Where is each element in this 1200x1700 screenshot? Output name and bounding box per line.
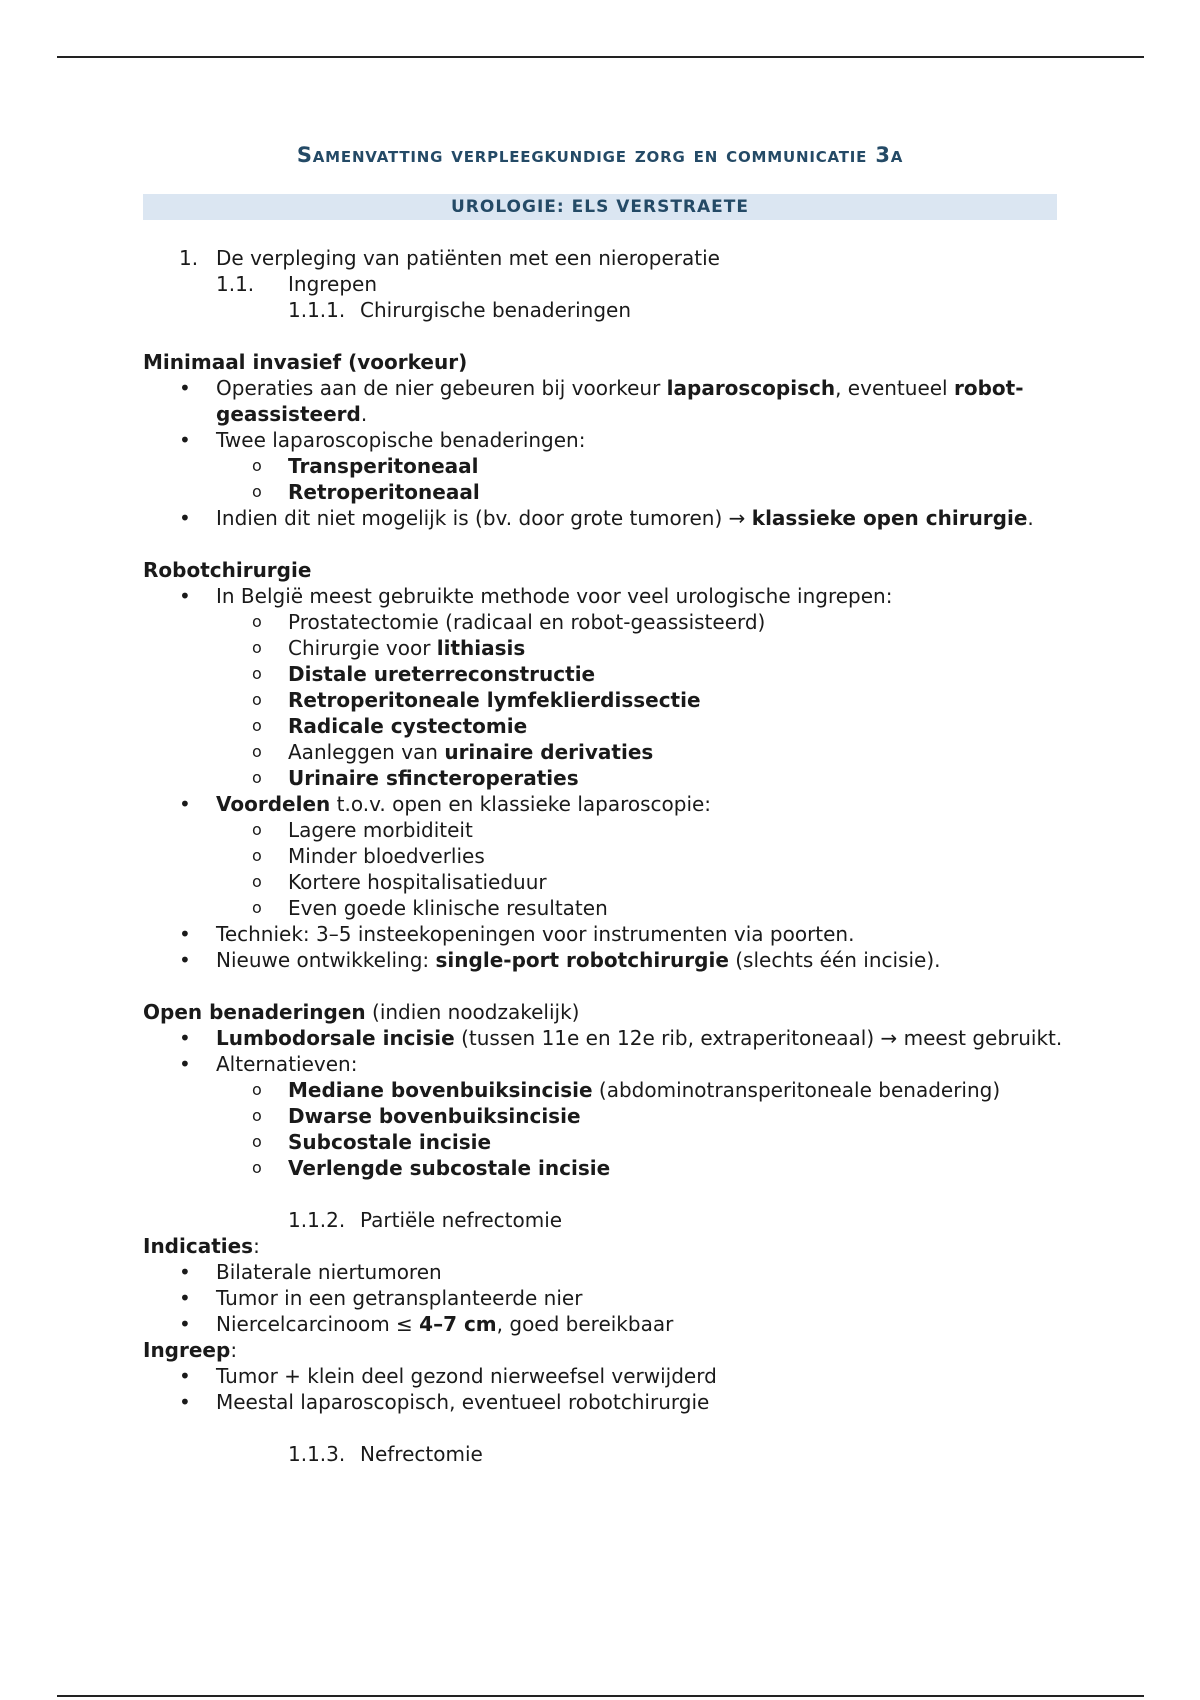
sub-list-item xyxy=(216,1129,1063,1155)
robotchirurgie-title: Robotchirurgie xyxy=(143,558,312,582)
ingreep-list xyxy=(143,1363,1063,1415)
bold-text: klassieke open chirurgie xyxy=(751,506,1028,530)
bold-text: Indicaties xyxy=(143,1234,254,1258)
section-banner: UROLOGIE: ELS VERSTRAETE xyxy=(143,194,1057,220)
open-list xyxy=(143,1025,1063,1181)
sub-list-item xyxy=(216,817,1063,843)
bold-text: Mediane bovenbuiksincisie xyxy=(288,1078,593,1102)
list-item xyxy=(143,1025,1063,1051)
heading-2-text: Ingrepen xyxy=(288,272,378,296)
heading-3-number: 1.1.1. xyxy=(288,298,346,322)
text: t.o.v. open en klassieke laparoscopie: xyxy=(330,792,712,816)
sub-list xyxy=(216,609,1063,791)
list-item xyxy=(143,1363,1063,1389)
sub-list-item xyxy=(216,609,1063,635)
document-body xyxy=(143,245,1063,1467)
heading-3-chirurgische xyxy=(143,297,1063,323)
text: : xyxy=(253,1234,260,1258)
list-item xyxy=(143,375,1063,427)
text: (tussen 11e en 12e rib, extraperitoneaal) → meest gebruikt. xyxy=(454,1026,1063,1050)
bold-text: urinaire derivaties xyxy=(444,740,654,764)
header-rule xyxy=(57,56,1144,58)
bold-text: robot-geassisteerd xyxy=(216,376,1024,426)
sub-list-item xyxy=(216,843,1063,869)
bold-text: single-port robotchirurgie xyxy=(435,948,729,972)
text: . xyxy=(1027,506,1034,530)
text: Meestal laparoscopisch, eventueel robotchirurgie xyxy=(216,1390,710,1414)
sub-list-item xyxy=(216,687,1063,713)
text: Aanleggen van xyxy=(288,740,445,764)
bold-text: Distale ureterreconstructie xyxy=(288,662,596,686)
ingreep-title xyxy=(143,1337,1063,1363)
sub-list-item xyxy=(216,453,1063,479)
heading-3-text: Partiële nefrectomie xyxy=(360,1208,563,1232)
text: (indien noodzakelijk) xyxy=(365,1000,580,1024)
heading-3-text: Nefrectomie xyxy=(360,1442,483,1466)
text: Indien dit niet mogelijk is (bv. door grote tumoren) → xyxy=(216,506,752,530)
open-benaderingen-title xyxy=(143,999,1063,1025)
heading-3-nefrectomie xyxy=(143,1441,1063,1467)
text: In België meest gebruikte methode voor veel urologische ingrepen: xyxy=(216,584,893,608)
indicaties-list xyxy=(143,1259,1063,1337)
text: Minder bloedverlies xyxy=(288,844,485,868)
text: Alternatieven: xyxy=(216,1052,358,1076)
sub-list-item xyxy=(216,739,1063,765)
text: Techniek: 3–5 insteekopeningen voor instrumenten via poorten. xyxy=(216,922,855,946)
list-item xyxy=(143,947,1063,973)
text: Operaties aan de nier gebeuren bij voorkeur xyxy=(216,376,667,400)
text: Tumor in een getransplanteerde nier xyxy=(216,1286,583,1310)
list-item xyxy=(143,1051,1063,1181)
bold-text: Voordelen xyxy=(216,792,331,816)
heading-1 xyxy=(143,245,1063,271)
text: , eventueel xyxy=(835,376,954,400)
heading-1-number: 1. xyxy=(179,246,199,270)
footer-rule xyxy=(57,1695,1144,1697)
list-item xyxy=(143,427,1063,505)
bold-text: Lumbodorsale incisie xyxy=(216,1026,455,1050)
sub-list-item xyxy=(216,895,1063,921)
text: : xyxy=(230,1338,238,1362)
robot-list xyxy=(143,583,1063,973)
sub-list xyxy=(216,1077,1063,1181)
bold-text: Transperitoneaal xyxy=(288,454,479,478)
bold-text: 4–7 cm xyxy=(419,1312,497,1336)
sub-list-item xyxy=(216,1155,1063,1181)
bold-text: Dwarse bovenbuiksincisie xyxy=(288,1104,581,1128)
bold-text: lithiasis xyxy=(436,636,526,660)
heading-2 xyxy=(143,271,1063,297)
text: (slechts één incisie). xyxy=(728,948,941,972)
list-item xyxy=(143,505,1063,531)
sub-list xyxy=(216,453,1063,505)
heading-3-text: Chirurgische benaderingen xyxy=(360,298,632,322)
sub-list xyxy=(216,817,1063,921)
bold-text: laparoscopisch xyxy=(666,376,836,400)
list-item xyxy=(143,921,1063,947)
heading-1-text: De verpleging van patiënten met een nieroperatie xyxy=(216,246,720,270)
bold-text: Retroperitoneaal xyxy=(288,480,480,504)
heading-3-partiele xyxy=(143,1207,1063,1233)
list-item xyxy=(143,583,1063,791)
minimaal-invasief-title: Minimaal invasief (voorkeur) xyxy=(143,350,468,374)
document-title: Samenvatting verpleegkundige zorg en communicatie 3a xyxy=(296,143,904,167)
list-item xyxy=(143,791,1063,921)
list-item xyxy=(143,1311,1063,1337)
sub-list-item xyxy=(216,661,1063,687)
text: Niercelcarcinoom ≤ xyxy=(216,1312,420,1336)
bold-text: Subcostale incisie xyxy=(288,1130,492,1154)
indicaties-title xyxy=(143,1233,1063,1259)
text: Tumor + klein deel gezond nierweefsel verwijderd xyxy=(216,1364,717,1388)
sub-list-item xyxy=(216,479,1063,505)
text: Prostatectomie (radicaal en robot-geassisteerd) xyxy=(288,610,766,634)
sub-list-item xyxy=(216,1077,1063,1103)
text: , goed bereikbaar xyxy=(496,1312,674,1336)
list-item xyxy=(143,1285,1063,1311)
sub-list-item xyxy=(216,1103,1063,1129)
bold-text: Radicale cystectomie xyxy=(288,714,528,738)
heading-3-number: 1.1.3. xyxy=(288,1442,346,1466)
bold-text: Open benaderingen xyxy=(143,1000,366,1024)
bold-text: Urinaire sfincteroperaties xyxy=(288,766,579,790)
bold-text: Retroperitoneale lymfeklierdissectie xyxy=(288,688,701,712)
list-item xyxy=(143,1259,1063,1285)
minimaal-list xyxy=(143,375,1063,531)
sub-list-item xyxy=(216,765,1063,791)
text: (abdominotransperitoneale benadering) xyxy=(592,1078,1001,1102)
text: Twee laparoscopische benaderingen: xyxy=(216,428,586,452)
heading-2-number: 1.1. xyxy=(216,272,255,296)
sub-list-item xyxy=(216,713,1063,739)
text: Nieuwe ontwikkeling: xyxy=(216,948,436,972)
list-item xyxy=(143,1389,1063,1415)
text: Kortere hospitalisatieduur xyxy=(288,870,547,894)
bold-text: Verlengde subcostale incisie xyxy=(288,1156,611,1180)
sub-list-item xyxy=(216,869,1063,895)
bold-text: Ingreep xyxy=(143,1338,231,1362)
heading-3-number: 1.1.2. xyxy=(288,1208,346,1232)
text: Lagere morbiditeit xyxy=(288,818,473,842)
text: Even goede klinische resultaten xyxy=(288,896,608,920)
text: . xyxy=(360,402,368,426)
sub-list-item xyxy=(216,635,1063,661)
text: Bilaterale niertumoren xyxy=(216,1260,442,1284)
text: Chirurgie voor xyxy=(288,636,437,660)
